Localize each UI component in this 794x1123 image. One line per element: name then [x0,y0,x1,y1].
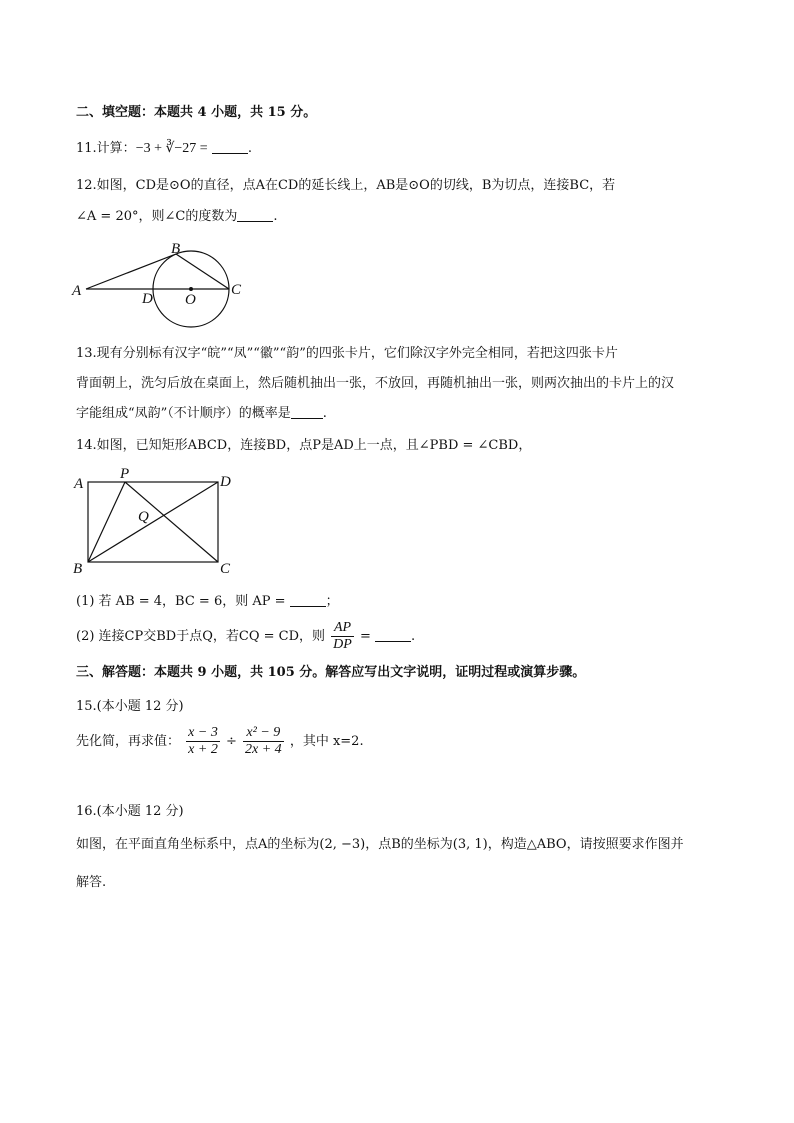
tangent-ab [86,254,176,289]
fraction-2-denominator: 2x + 4 [245,742,282,757]
q13-end: . [322,406,327,421]
label-p: P [120,466,130,482]
q13-text: 字能组成“凤韵”（不计顺序）的概率是 [76,406,291,421]
section-heading-solutions: 三、解答题：本题共 9 小题，共 105 分。解答应写出文字说明，证明过程或演算步骤。 [76,665,586,680]
q14-rectangle-figure [66,462,246,578]
label-q: Q [138,509,149,525]
fraction-2-numerator: x² − 9 [243,725,284,742]
q14-part-2-end: . [411,629,416,644]
q15-text: 先化简，再求值： [76,734,181,749]
label-b: B [171,241,181,257]
question-15-title: 15.(本小题 12 分) [76,699,184,714]
fraction-numerator: AP [331,620,354,637]
question-16-line-1: 如图，在平面直角坐标系中，点A的坐标为(2, −3)，点B的坐标为(3, 1)，构造△ABO，请按照要求作图并 [76,837,684,852]
question-11 [76,140,252,158]
label-b: B [73,561,83,577]
q12-end: . [273,209,278,224]
fraction-2 [243,725,284,758]
label-c: C [231,282,242,298]
center-point-o [189,287,193,291]
label-c: C [220,561,231,577]
question-13-line-3 [76,405,327,423]
question-14-line-1: 14.如图，已知矩形ABCD，连接BD，点P是AD上一点，且∠PBD = ∠CBD， [76,438,532,453]
diagonal-bd [88,482,218,562]
label-o: O [185,292,196,308]
q11-end: . [247,141,252,156]
q11-expression: −3 + ∛−27 = [135,141,208,156]
fraction-ap-over-dp [331,620,354,653]
question-13-line-2: 背面朝上，洗匀后放在桌面上，然后随机抽出一张，不放回，再随机抽出一张，则两次抽出的卡片上的汉 [76,376,675,391]
q15-condition: ，其中 x=2. [289,734,364,749]
question-12-line-1: 12.如图，CD是⊙O的直径，点A在CD的延长线上，AB是⊙O的切线，B为切点，连接BC，若 [76,178,616,193]
fraction-1 [186,725,220,758]
question-14-part-1 [76,593,339,611]
q11-prefix: 11.计算： [76,141,136,156]
q12-text: ∠A = 20°，则∠C的度数为 [76,209,238,224]
section-heading-fill-in: 二、填空题：本题共 4 小题，共 15 分。 [76,105,317,120]
q14-part-1-answer-blank [290,594,326,607]
fraction-1-denominator: x + 2 [188,742,218,757]
q13-answer-blank [291,406,323,419]
question-16-title: 16.(本小题 12 分) [76,804,184,819]
division-sign: ÷ [225,734,237,749]
label-d: D [142,291,153,307]
q12-answer-blank [237,209,273,222]
fraction-1-numerator: x − 3 [188,725,218,740]
question-13-line-1: 13.现有分别标有汉字“皖”“凤”“徽”“韵”的四张卡片，它们除汉字外完全相同，若把这四张卡片 [76,346,618,361]
question-16-line-2: 解答. [76,875,107,890]
label-a: A [72,283,82,299]
q14-part-1-end: ； [325,594,339,609]
equals-sign: = [359,629,371,644]
fraction-denominator: DP [333,637,352,652]
question-15-body [76,724,364,760]
q14-part-1-text: (1) 若 AB = 4，BC = 6，则 AP = [76,594,286,609]
label-d: D [220,474,231,490]
q14-part-2-text: (2) 连接CP交BD于点Q，若CQ = CD，则 [76,629,326,644]
question-14-part-2 [76,620,415,653]
label-a: A [74,476,84,492]
q14-part-2-answer-blank [375,629,411,642]
chord-bc [176,254,229,289]
q11-answer-blank [212,141,248,154]
question-12-line-2 [76,208,277,226]
q12-circle-figure [66,240,256,330]
